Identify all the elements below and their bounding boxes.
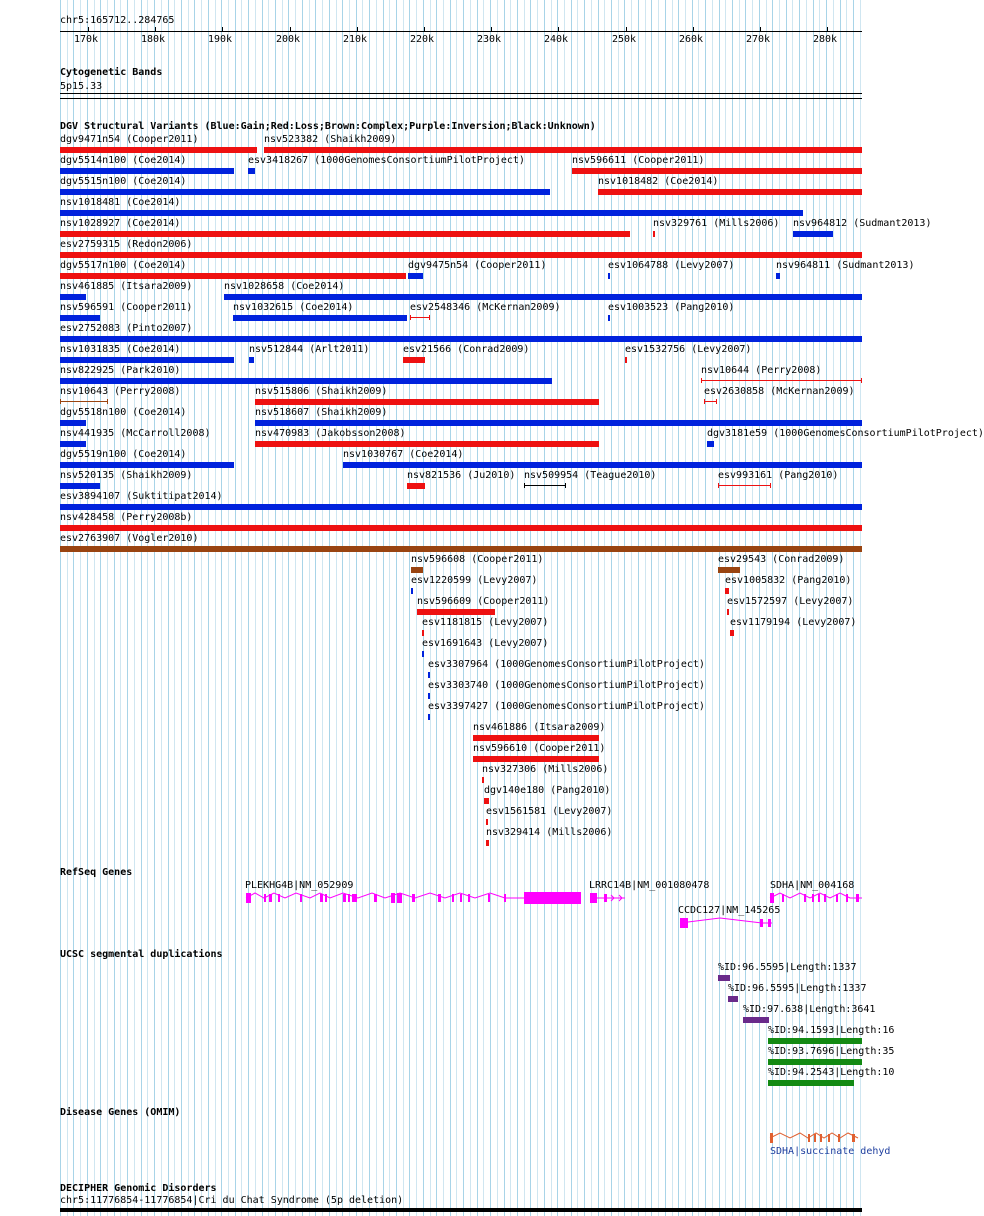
- ruler-tick-label: 210k: [343, 34, 368, 45]
- variant-label[interactable]: dgv5514n100 (Coe2014): [60, 155, 187, 166]
- variant-label[interactable]: esv1005832 (Pang2010): [725, 575, 852, 586]
- gene-label-sdha[interactable]: SDHA|NM_004168: [770, 880, 855, 891]
- variant-label[interactable]: esv2759315 (Redon2006): [60, 239, 193, 250]
- variant-label[interactable]: nsv1031835 (Coe2014): [60, 344, 181, 355]
- ruler-tick-label: 280k: [813, 34, 838, 45]
- variant-label[interactable]: nsv512844 (Arlt2011): [249, 344, 370, 355]
- variant-label[interactable]: esv2630858 (McKernan2009): [704, 386, 855, 397]
- variant-label[interactable]: nsv964812 (Sudmant2013): [793, 218, 932, 229]
- variant-label[interactable]: dgv5517n100 (Coe2014): [60, 260, 187, 271]
- variant-label[interactable]: esv1064788 (Levy2007): [608, 260, 735, 271]
- variant-label[interactable]: esv993161 (Pang2010): [718, 470, 839, 481]
- gene-model-ccdc127: [680, 918, 772, 923]
- ruler-tick-label: 270k: [746, 34, 771, 45]
- position-label: chr5:165712..284765: [60, 15, 175, 26]
- segdup-bar[interactable]: [718, 975, 730, 981]
- variant-label[interactable]: esv1181815 (Levy2007): [422, 617, 549, 628]
- segdup-bar[interactable]: [743, 1017, 769, 1023]
- variant-label[interactable]: nsv441935 (McCarroll2008): [60, 428, 211, 439]
- variant-label[interactable]: nsv470983 (Jakobsson2008): [255, 428, 406, 439]
- variant-label[interactable]: esv3418267 (1000GenomesConsortiumPilotProject): [248, 155, 525, 166]
- variant-label[interactable]: nsv461885 (Itsara2009): [60, 281, 193, 292]
- segdup-label[interactable]: %ID:96.5595|Length:1337: [728, 983, 867, 994]
- variant-label[interactable]: nsv1018482 (Coe2014): [598, 176, 719, 187]
- variant-label[interactable]: nsv596608 (Cooper2011): [411, 554, 544, 565]
- variant-label[interactable]: esv1003523 (Pang2010): [608, 302, 735, 313]
- segdup-label[interactable]: %ID:97.638|Length:3641: [743, 1004, 876, 1015]
- segdup-bar[interactable]: [768, 1038, 862, 1044]
- segdup-label[interactable]: %ID:94.1593|Length:16: [768, 1025, 895, 1036]
- variant-label[interactable]: esv1561581 (Levy2007): [486, 806, 613, 817]
- segdup-label[interactable]: %ID:93.7696|Length:35: [768, 1046, 895, 1057]
- decipher-bar[interactable]: [60, 1208, 862, 1212]
- omim-gene-label[interactable]: SDHA|succinate dehyd: [770, 1146, 891, 1157]
- omim-gene-model[interactable]: [768, 1130, 868, 1144]
- cytoband-label: 5p15.33: [60, 81, 103, 92]
- variant-label[interactable]: esv21566 (Conrad2009): [403, 344, 530, 355]
- gene-label-ccdc127[interactable]: CCDC127|NM_145265: [678, 905, 781, 916]
- variant-label[interactable]: esv3397427 (1000GenomesConsortiumPilotProject): [428, 701, 705, 712]
- variant-label[interactable]: esv1179194 (Levy2007): [730, 617, 857, 628]
- variant-label[interactable]: dgv3181e59 (1000GenomesConsortiumPilotProject): [707, 428, 984, 439]
- gene-model-plekhg4b: [246, 893, 524, 898]
- variant-label[interactable]: esv3307964 (1000GenomesConsortiumPilotProject): [428, 659, 705, 670]
- variant-label[interactable]: esv2763907 (Vogler2010): [60, 533, 199, 544]
- variant-label[interactable]: esv1532756 (Levy2007): [625, 344, 752, 355]
- ruler-tick-label: 260k: [679, 34, 704, 45]
- variant-label[interactable]: nsv523382 (Shaikh2009): [264, 134, 397, 145]
- variant-label[interactable]: esv1220599 (Levy2007): [411, 575, 538, 586]
- variant-label[interactable]: nsv596591 (Cooper2011): [60, 302, 193, 313]
- variant-label[interactable]: esv3303740 (1000GenomesConsortiumPilotProject): [428, 680, 705, 691]
- ruler-tick-label: 190k: [208, 34, 233, 45]
- variant-label[interactable]: nsv821536 (Ju2010): [407, 470, 516, 481]
- variant-label[interactable]: esv2752083 (Pinto2007): [60, 323, 193, 334]
- variant-label[interactable]: nsv822925 (Park2010): [60, 365, 181, 376]
- variant-label[interactable]: nsv10643 (Perry2008): [60, 386, 181, 397]
- variant-label[interactable]: dgv9471n54 (Cooper2011): [60, 134, 199, 145]
- decipher-track-title[interactable]: DECIPHER Genomic Disorders: [60, 1183, 217, 1194]
- ruler-tick-label: 230k: [477, 34, 502, 45]
- variant-label[interactable]: nsv461886 (Itsara2009): [473, 722, 606, 733]
- ruler-tick-label: 240k: [544, 34, 569, 45]
- segdup-bar[interactable]: [728, 996, 738, 1002]
- variant-label[interactable]: nsv329414 (Mills2006): [486, 827, 613, 838]
- variant-label[interactable]: dgv140e180 (Pang2010): [484, 785, 611, 796]
- ruler-tick-label: 200k: [276, 34, 301, 45]
- variant-label[interactable]: esv3894107 (Suktitipat2014): [60, 491, 223, 502]
- segdup-label[interactable]: %ID:96.5595|Length:1337: [718, 962, 857, 973]
- variant-label[interactable]: nsv964811 (Sudmant2013): [776, 260, 915, 271]
- segdup-bar[interactable]: [768, 1059, 862, 1065]
- variant-label[interactable]: nsv1028658 (Coe2014): [224, 281, 345, 292]
- variant-label[interactable]: nsv518607 (Shaikh2009): [255, 407, 388, 418]
- variant-label[interactable]: esv1572597 (Levy2007): [727, 596, 854, 607]
- segdup-label[interactable]: %ID:94.2543|Length:10: [768, 1067, 895, 1078]
- variant-label[interactable]: nsv10644 (Perry2008): [701, 365, 822, 376]
- variant-label[interactable]: dgv9475n54 (Cooper2011): [408, 260, 547, 271]
- variant-label[interactable]: nsv596609 (Cooper2011): [417, 596, 550, 607]
- variant-label[interactable]: dgv5519n100 (Coe2014): [60, 449, 187, 460]
- variant-label[interactable]: nsv596611 (Cooper2011): [572, 155, 705, 166]
- refseq-track-title[interactable]: RefSeq Genes: [60, 867, 133, 878]
- variant-label[interactable]: dgv5518n100 (Coe2014): [60, 407, 187, 418]
- gene-label-plekhg4b[interactable]: PLEKHG4B|NM_052909: [245, 880, 354, 891]
- variant-label[interactable]: nsv596610 (Cooper2011): [473, 743, 606, 754]
- segdup-bar[interactable]: [768, 1080, 854, 1086]
- variant-label[interactable]: esv1691643 (Levy2007): [422, 638, 549, 649]
- variant-label[interactable]: nsv329761 (Mills2006): [653, 218, 780, 229]
- decipher-label[interactable]: chr5:11776854-11776854|Cri du Chat Syndrome (5p deletion): [60, 1195, 404, 1206]
- ruler-tick-label: 250k: [612, 34, 637, 45]
- variant-label[interactable]: nsv1032615 (Coe2014): [233, 302, 354, 313]
- variant-label[interactable]: esv2548346 (McKernan2009): [410, 302, 561, 313]
- variant-label[interactable]: nsv509954 (Teague2010): [524, 470, 657, 481]
- variant-label[interactable]: nsv1030767 (Coe2014): [343, 449, 464, 460]
- variant-label[interactable]: esv29543 (Conrad2009): [718, 554, 845, 565]
- ruler-tick-label: 180k: [141, 34, 166, 45]
- segdup-track-title[interactable]: UCSC segmental duplications: [60, 949, 223, 960]
- omim-track-title[interactable]: Disease Genes (OMIM): [60, 1107, 181, 1118]
- gene-exons-plekhg4b: [246, 892, 581, 904]
- gene-label-lrrc14b[interactable]: LRRC14B|NM_001080478: [589, 880, 710, 891]
- variant-label[interactable]: nsv515806 (Shaikh2009): [255, 386, 388, 397]
- variant-label[interactable]: dgv5515n100 (Coe2014): [60, 176, 187, 187]
- variant-label[interactable]: nsv327306 (Mills2006): [482, 764, 609, 775]
- ruler-tick-label: 220k: [410, 34, 435, 45]
- ruler-tick-label: 170k: [74, 34, 99, 45]
- variant-label[interactable]: nsv1018481 (Coe2014): [60, 197, 181, 208]
- dgv-track-title[interactable]: DGV Structural Variants (Blue:Gain;Red:Loss;Brown:Complex;Purple:Inversion;Black:Unknown): [60, 121, 596, 132]
- cytoband-track-title[interactable]: Cytogenetic Bands: [60, 67, 163, 78]
- variant-label[interactable]: nsv520135 (Shaikh2009): [60, 470, 193, 481]
- variant-label[interactable]: nsv428458 (Perry2008b): [60, 512, 193, 523]
- variant-label[interactable]: nsv1028927 (Coe2014): [60, 218, 181, 229]
